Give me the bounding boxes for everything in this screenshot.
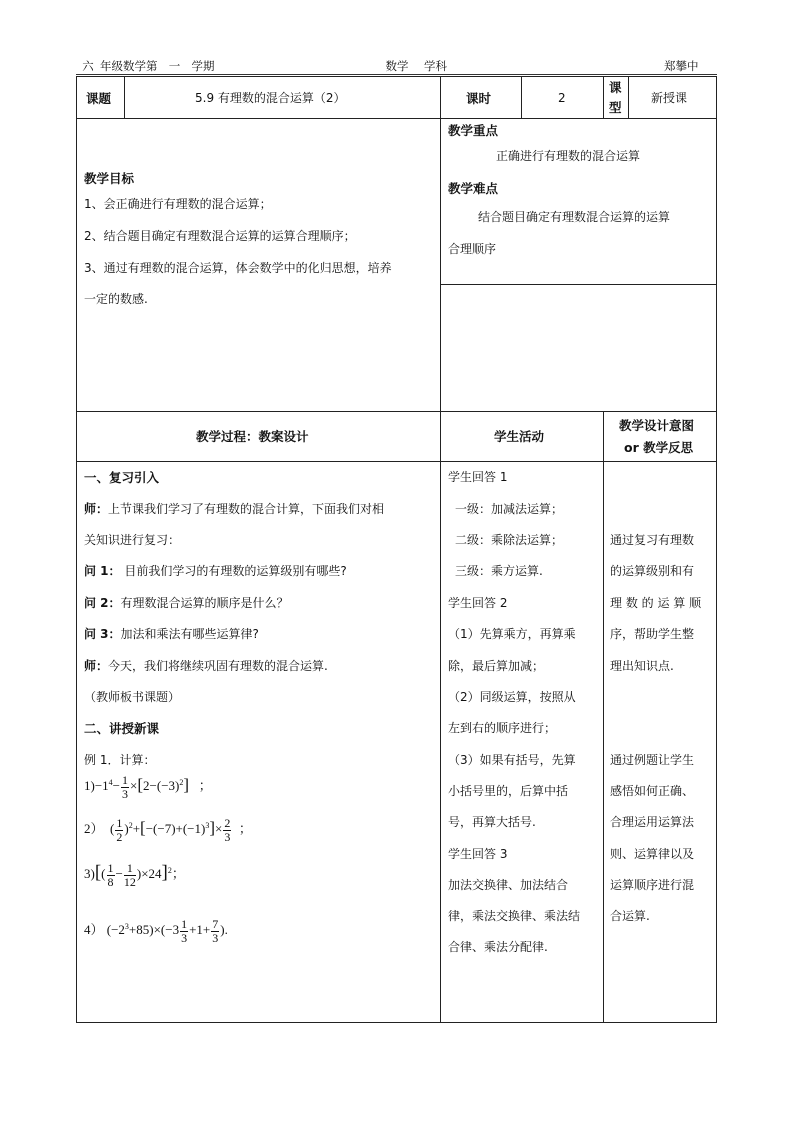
student-line: 三级：乘方运算. — [455, 564, 543, 578]
student-line: （3）如果有括号，先算 — [448, 753, 576, 767]
row-divider-right — [440, 284, 717, 285]
intent-line: 的运算级别和有 — [610, 564, 695, 578]
section-review: 一、复习引入 — [84, 470, 160, 485]
col-divider-topic — [124, 76, 125, 119]
intent-line: 理 数 的 运 算 顺 — [610, 596, 702, 610]
table-border-right — [716, 76, 717, 1023]
question-1 — [84, 564, 347, 578]
difficulties-title: 教学难点 — [448, 181, 499, 196]
teacher-text-3: 今天，我们将继续巩固有理数的混合运算. — [108, 659, 328, 673]
example-label: 例 1．计算： — [84, 753, 156, 767]
intent-line: 合理运用运算法 — [610, 815, 695, 829]
student-line: 合律、乘法分配律. — [448, 940, 548, 954]
header-term-suffix: 学期 — [191, 59, 215, 73]
question-1-text: 目前我们学习的有理数的运算级别有哪些? — [124, 564, 347, 578]
header-school: 郑攀中 — [664, 59, 699, 73]
col-header-intent-1: 教学设计意图 — [619, 418, 695, 433]
student-line: 加法交换律、加法结合 — [448, 878, 569, 892]
student-line: 学生回答 2 — [448, 596, 508, 610]
student-line: 一级：加减法运算； — [455, 502, 564, 516]
col-divider-hours — [521, 76, 522, 119]
col-divider-type — [628, 76, 629, 119]
header-grade-suffix: 年级数学第 — [100, 59, 158, 73]
col-header-process: 教学过程：教案设计 — [196, 429, 309, 444]
teacher-line-1 — [84, 502, 384, 516]
student-line: 除，最后算加减； — [448, 659, 545, 673]
question-3-label: 问 3： — [84, 627, 121, 641]
teacher-line-2 — [84, 659, 328, 673]
student-line: 小括号里的，后算中括 — [448, 784, 569, 798]
hours-label: 课时 — [466, 91, 492, 106]
table-border-top — [76, 76, 717, 77]
header-rule — [76, 74, 717, 75]
section-new-lesson: 二、讲授新课 — [84, 721, 160, 736]
type-label-1: 课 — [609, 80, 622, 95]
key-points-text: 正确进行有理数的混合运算 — [496, 149, 641, 163]
intent-line: 运算顺序进行混 — [610, 878, 695, 892]
table-border-bottom — [76, 1022, 717, 1023]
question-3-text: 加法和乘法有哪些运算律? — [120, 627, 259, 641]
hours-value: 2 — [558, 91, 566, 105]
intent-line: 理出知识点. — [610, 659, 674, 673]
topic-label: 课题 — [86, 91, 112, 106]
col-divider-type-label — [603, 76, 604, 119]
intent-line: 感悟如何正确、 — [610, 784, 695, 798]
teacher-text-2: 关知识进行复习： — [84, 533, 181, 547]
intent-line: 通过例题让学生 — [610, 753, 695, 767]
col-header-intent-2: or 教学反思 — [624, 440, 694, 455]
col-divider-intent — [603, 411, 604, 1023]
difficulties-text: 结合题目确定有理数混合运算的运算 — [478, 210, 671, 224]
math-expression-4: 4） $(-2^3+85)\times(-3$ $\frac{1}{3}$ +1+ $\frac{7}{3}$ ). — [84, 917, 228, 945]
topic-title: 5.9 有理数的混合运算（2） — [195, 91, 346, 105]
math-expression-1: $1)-1^4-$ $\frac{1}{3}$ $\times[2-(-3)^2]$ ； — [84, 773, 212, 801]
question-2-label: 问 2： — [84, 596, 121, 610]
student-line: 号，再算大括号. — [448, 815, 536, 829]
board-note: （教师板书课题） — [84, 690, 181, 704]
objectives-title: 教学目标 — [84, 171, 135, 186]
row-divider-1 — [76, 118, 717, 119]
key-points-title: 教学重点 — [448, 123, 499, 138]
intent-line: 序，帮助学生整 — [610, 627, 695, 641]
header-subject-suffix: 学科 — [424, 59, 447, 73]
objective-2: 2、结合题目确定有理数混合运算的运算合理顺序； — [84, 229, 356, 243]
question-1-label: 问 1： — [84, 564, 121, 578]
header-subject-name: 数学 — [370, 58, 424, 75]
intent-line: 通过复习有理数 — [610, 533, 695, 547]
teacher-label-2: 师： — [84, 659, 109, 673]
objective-1: 1、会正确进行有理数的混合运算； — [84, 197, 272, 211]
type-label-2: 型 — [609, 100, 622, 115]
header-grade: 六 — [76, 58, 100, 75]
table-border-left — [76, 76, 77, 1023]
objective-3-cont: 一定的数感. — [84, 292, 148, 306]
student-line: 学生回答 1 — [448, 470, 508, 484]
student-line: 律，乘法交换律、乘法结 — [448, 909, 581, 923]
math-expression-2: 2） ( $\frac{1}{2}$ )$^2+[-(-7)+(-1)^3]\times$ $\frac{2}{3}$ ； — [84, 816, 252, 844]
student-line: （2）同级运算，按照从 — [448, 690, 576, 704]
type-value: 新授课 — [651, 91, 688, 105]
difficulties-text-cont: 合理顺序 — [448, 242, 497, 256]
col-header-student: 学生活动 — [494, 429, 545, 444]
math-expression-3: 3)[( $\frac{1}{8}$ − $\frac{1}{12}$ )×24]$^2$； — [84, 861, 185, 889]
teacher-text-1: 上节课我们学习了有理数的混合计算，下面我们对相 — [108, 502, 385, 516]
student-line: 学生回答 3 — [448, 847, 508, 861]
student-line: 二级：乘除法运算； — [455, 533, 564, 547]
intent-line: 合运算. — [610, 909, 650, 923]
student-line: （1）先算乘方，再算乘 — [448, 627, 576, 641]
question-2 — [84, 596, 289, 610]
intent-line: 则、运算律以及 — [610, 847, 695, 861]
col-divider-main — [440, 76, 441, 1023]
header-term: 一 — [158, 58, 192, 75]
row-divider-2 — [76, 411, 717, 412]
teacher-label: 师： — [84, 502, 109, 516]
question-2-text: 有理数混合运算的顺序是什么？ — [120, 596, 289, 610]
question-3 — [84, 627, 259, 641]
row-divider-3 — [76, 461, 717, 462]
objective-3: 3、通过有理数的混合运算，体会数学中的化归思想，培养 — [84, 261, 392, 275]
student-line: 左到右的顺序进行； — [448, 721, 557, 735]
